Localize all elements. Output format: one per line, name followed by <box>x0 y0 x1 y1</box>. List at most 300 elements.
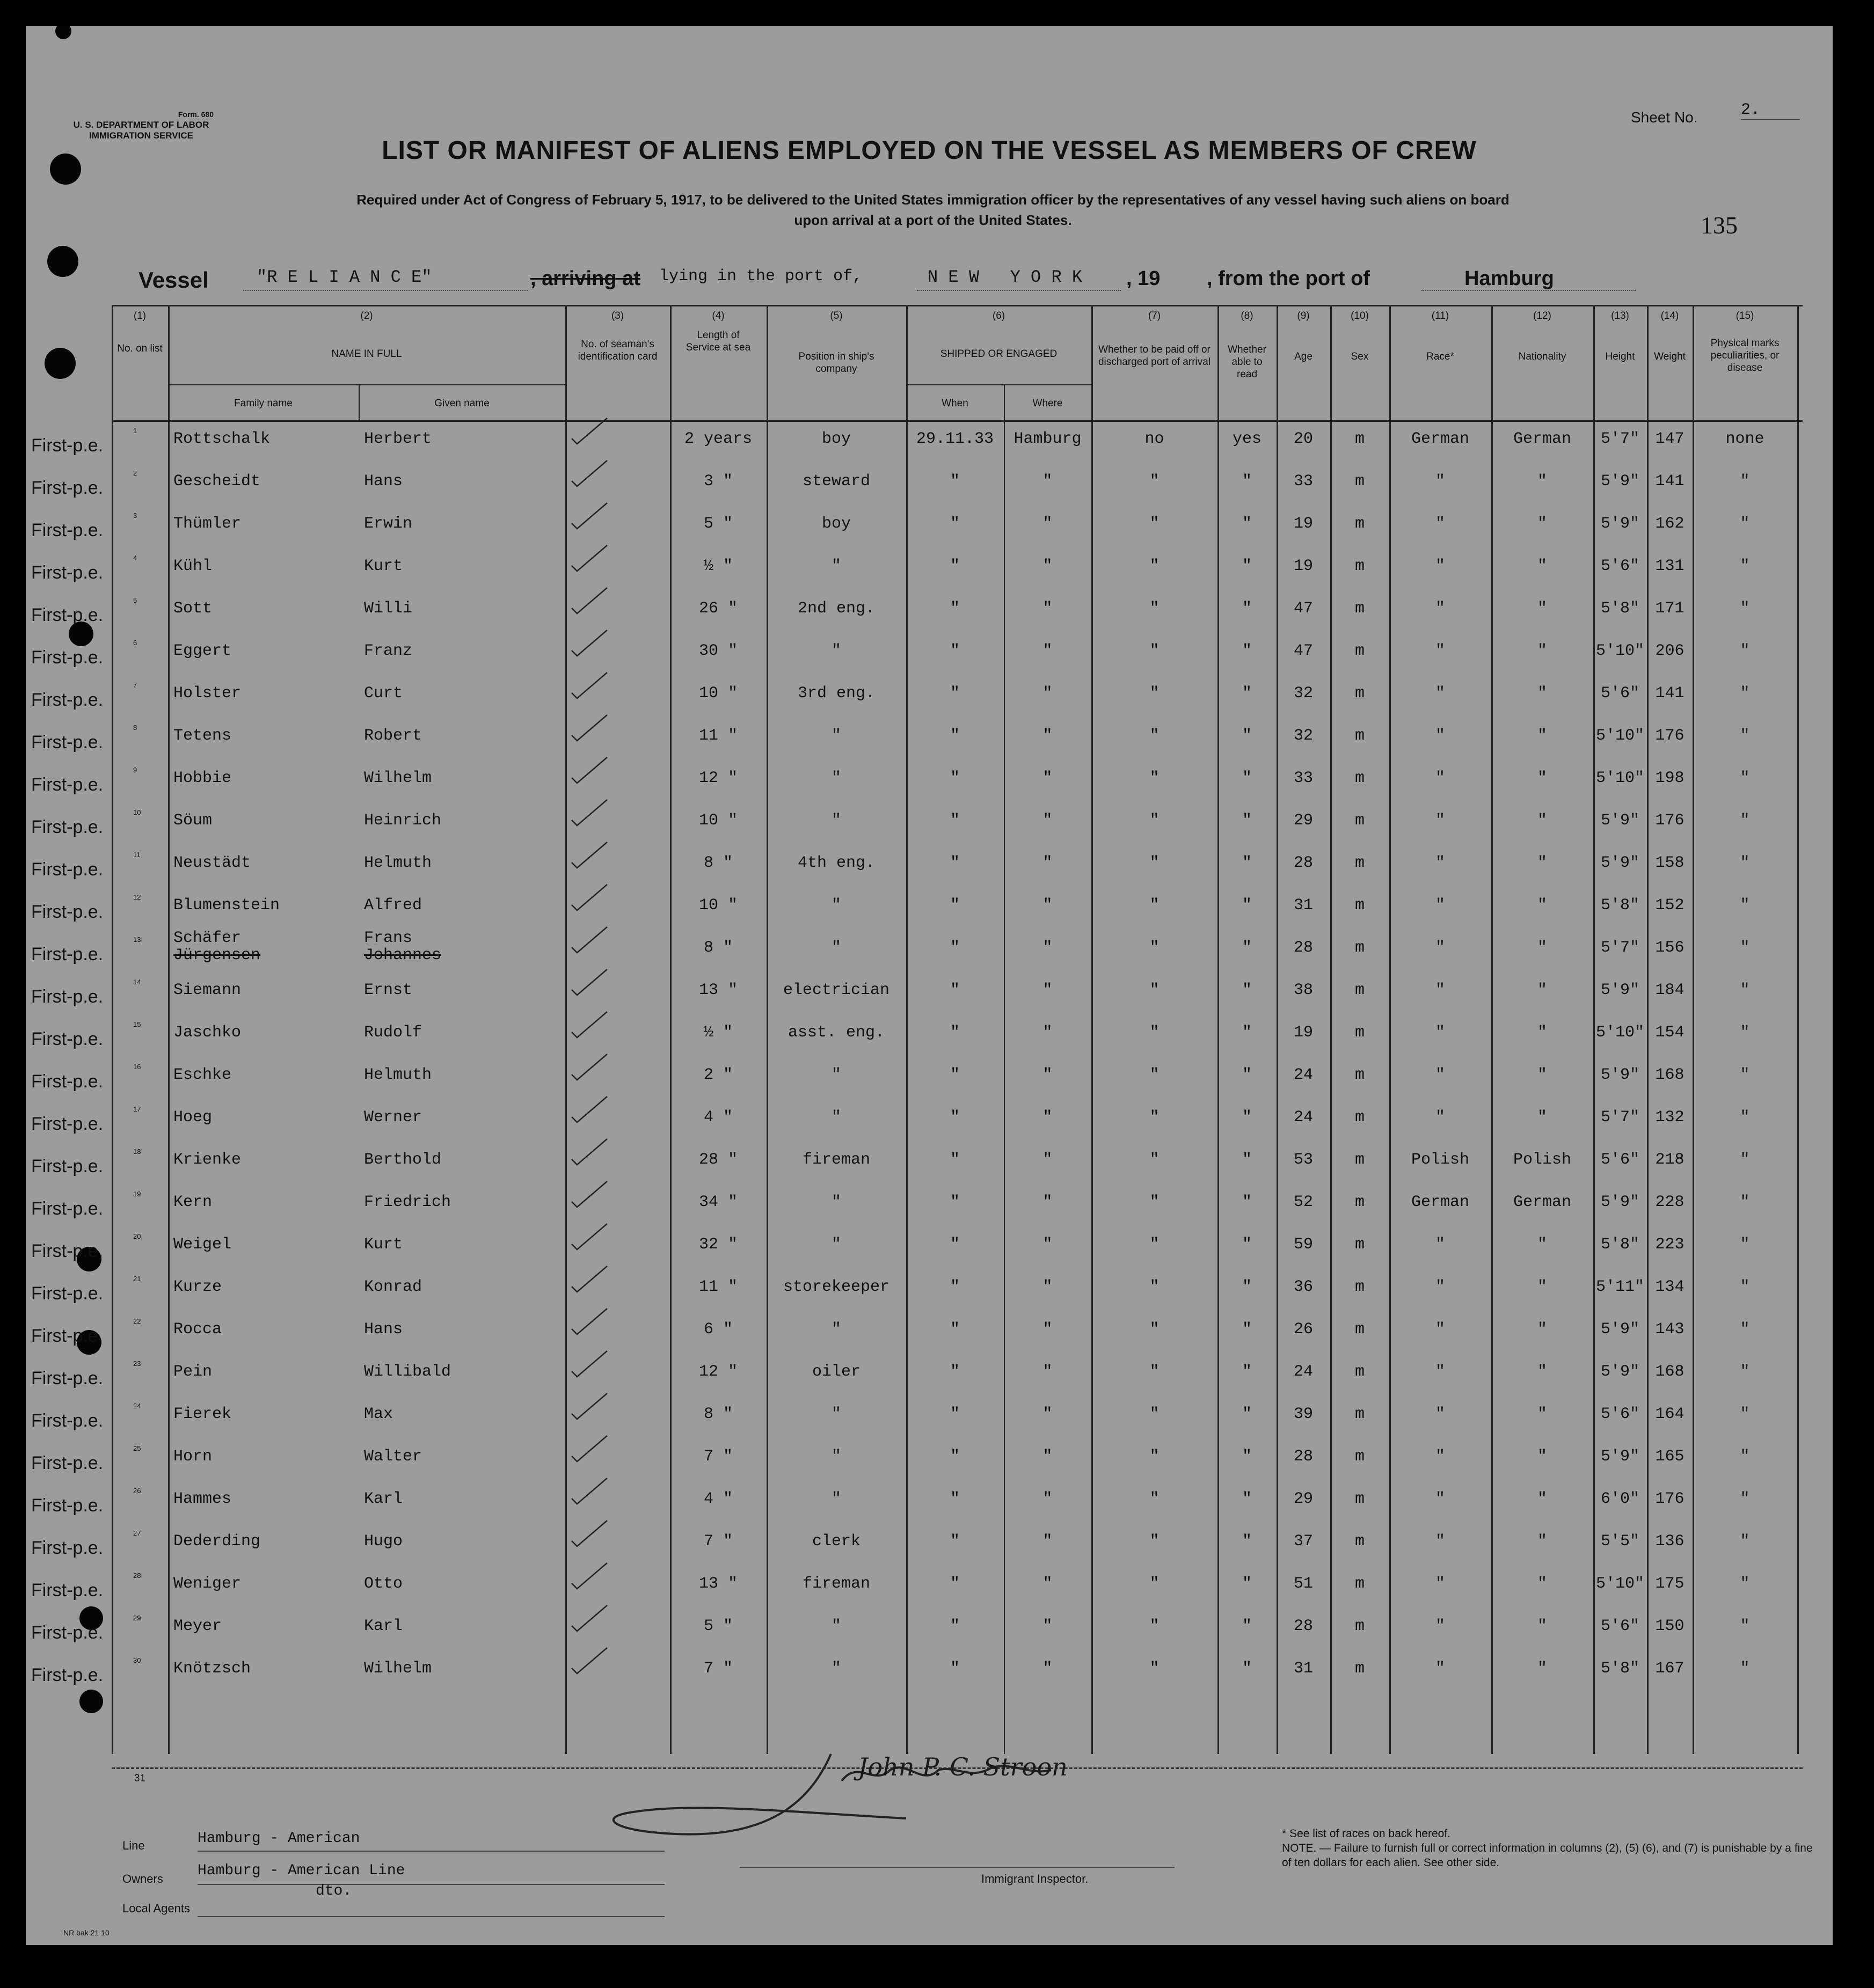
table-row <box>112 1528 1803 1562</box>
weight: 150 <box>1655 1617 1685 1635</box>
physical-marks: " <box>1740 1236 1750 1254</box>
service-length: 10 " <box>698 896 738 915</box>
service-length: 4 " <box>703 1490 733 1508</box>
margin-note: First-p.e. <box>31 732 104 752</box>
position: 3rd eng. <box>797 684 876 703</box>
physical-marks: " <box>1740 854 1750 872</box>
weight: 176 <box>1655 1490 1685 1508</box>
physical-marks: " <box>1740 515 1750 533</box>
table-row <box>112 1570 1803 1604</box>
able-to-read: " <box>1242 854 1252 872</box>
weight: 175 <box>1655 1575 1685 1593</box>
note-text: NOTE. — Failure to furnish full or correct information in columns (2), (5) (6), and (7) is punishable by a fine of ten dollars for each alien. See other side. <box>1282 1842 1813 1869</box>
row-number: 9 <box>133 766 137 774</box>
sex: m <box>1354 1575 1365 1593</box>
col-9-number: (9) <box>1297 310 1310 321</box>
given-name: Helmuth <box>364 854 432 872</box>
given-name: Hugo <box>364 1532 403 1551</box>
height: 5'10" <box>1595 1024 1644 1042</box>
family-name: Horn <box>173 1448 213 1466</box>
race: " <box>1435 727 1445 745</box>
shipped-where: " <box>1042 981 1053 999</box>
family-name: Weniger <box>173 1575 242 1593</box>
sex: m <box>1354 1617 1365 1635</box>
age: 26 <box>1293 1320 1313 1339</box>
sex: m <box>1354 1193 1365 1211</box>
form-number: Form. 680 <box>178 110 214 119</box>
position: " <box>831 1660 841 1678</box>
nationality: " <box>1537 812 1547 830</box>
position: " <box>831 812 841 830</box>
sex: m <box>1354 515 1365 533</box>
col-5-header: Position in ship's company <box>798 351 874 375</box>
row-number: 7 <box>133 681 137 689</box>
col-14-number: (14) <box>1660 310 1679 321</box>
owners-rule <box>198 1884 665 1885</box>
physical-marks: " <box>1740 727 1750 745</box>
position: asst. eng. <box>787 1024 885 1042</box>
sex: m <box>1354 769 1365 787</box>
position: " <box>831 1193 841 1211</box>
sex: m <box>1354 1236 1365 1254</box>
position: " <box>831 1108 841 1127</box>
given-name: Hans <box>364 472 403 491</box>
checkmark-icon <box>571 840 608 872</box>
paid-off: " <box>1149 472 1160 491</box>
race: " <box>1435 896 1445 915</box>
age: 31 <box>1293 896 1313 915</box>
position: electrician <box>783 981 890 999</box>
nationality: German <box>1513 430 1572 448</box>
table-row <box>112 1231 1803 1265</box>
race: " <box>1435 684 1445 703</box>
age: 24 <box>1293 1108 1313 1127</box>
weight: 164 <box>1655 1405 1685 1423</box>
age: 31 <box>1293 1660 1313 1678</box>
given-name: Heinrich <box>364 812 442 830</box>
row-number: 29 <box>133 1614 141 1622</box>
race: " <box>1435 515 1445 533</box>
inspector-label: Immigrant Inspector. <box>981 1872 1089 1885</box>
sex: m <box>1354 1151 1365 1169</box>
race: " <box>1435 769 1445 787</box>
race: " <box>1435 939 1445 957</box>
given-name: Herbert <box>364 430 432 448</box>
position: " <box>831 1405 841 1423</box>
service-length: 30 " <box>698 642 738 660</box>
age: 47 <box>1293 642 1313 660</box>
shipped-where: " <box>1042 1405 1053 1423</box>
row-number: 15 <box>133 1020 141 1028</box>
checkmark-icon <box>571 1391 608 1423</box>
table-top-rule <box>112 305 1803 306</box>
row-number: 19 <box>133 1190 141 1198</box>
able-to-read: " <box>1242 1151 1252 1169</box>
position: " <box>831 1236 841 1254</box>
race: " <box>1435 1660 1445 1678</box>
family-name: Söum <box>173 812 213 830</box>
age: 38 <box>1293 981 1313 999</box>
family-name: Kurze <box>173 1278 222 1296</box>
margin-note: First-p.e. <box>31 1495 104 1516</box>
race: " <box>1435 1024 1445 1042</box>
service-length: 2 " <box>703 1066 733 1084</box>
shipped-when: " <box>950 1532 960 1551</box>
nationality: " <box>1537 1278 1547 1296</box>
able-to-read: " <box>1242 1236 1252 1254</box>
age: 52 <box>1293 1193 1313 1211</box>
height: 5'9" <box>1600 472 1639 491</box>
physical-marks: " <box>1740 896 1750 915</box>
given-name: Rudolf <box>364 1024 422 1042</box>
nationality: " <box>1537 1448 1547 1466</box>
position: " <box>831 642 841 660</box>
shipped-where: " <box>1042 1448 1053 1466</box>
position: " <box>831 1066 841 1084</box>
table-row <box>112 1274 1803 1307</box>
table-row <box>112 1358 1803 1392</box>
shipped-where: " <box>1042 1193 1053 1211</box>
family-name: Eschke <box>173 1066 232 1084</box>
able-to-read: " <box>1242 812 1252 830</box>
shipped-when: " <box>950 515 960 533</box>
margin-note: First-p.e. <box>31 1029 104 1049</box>
race: " <box>1435 1575 1445 1593</box>
position: oiler <box>812 1363 861 1381</box>
paid-off: " <box>1149 1108 1160 1127</box>
shipped-where: Hamburg <box>1013 430 1082 448</box>
family-name: Gescheidt <box>173 472 261 491</box>
given-name: Robert <box>364 727 422 745</box>
age: 32 <box>1293 684 1313 703</box>
shipped-where: " <box>1042 1575 1053 1593</box>
nationality: " <box>1537 1236 1547 1254</box>
given-name: Helmuth <box>364 1066 432 1084</box>
height: 5'10" <box>1595 769 1644 787</box>
race: " <box>1435 854 1445 872</box>
paid-off: " <box>1149 1024 1160 1042</box>
nationality: " <box>1537 1532 1547 1551</box>
header-bottom-rule <box>112 420 1803 422</box>
punch-hole <box>79 1690 103 1713</box>
sex: m <box>1354 1024 1365 1042</box>
weight: 141 <box>1655 472 1685 491</box>
table-row <box>112 1316 1803 1350</box>
col-2-header: NAME IN FULL <box>331 348 402 360</box>
height: 5'8" <box>1600 1660 1639 1678</box>
given-name: Wilhelm <box>364 1660 432 1678</box>
shipped-when: " <box>950 1024 960 1042</box>
table-row <box>112 595 1803 629</box>
able-to-read: " <box>1242 1108 1252 1127</box>
col-8-number: (8) <box>1241 310 1253 321</box>
weight: 165 <box>1655 1448 1685 1466</box>
row-number: 22 <box>133 1317 141 1325</box>
inspector-signature <box>606 1738 1089 1872</box>
department: U. S. DEPARTMENT OF LABOR <box>73 120 209 130</box>
weight: 141 <box>1655 684 1685 703</box>
race: " <box>1435 1108 1445 1127</box>
row-number: 23 <box>133 1360 141 1368</box>
able-to-read: " <box>1242 939 1252 957</box>
paid-off: " <box>1149 1490 1160 1508</box>
service-length: 3 " <box>703 472 733 491</box>
able-to-read: " <box>1242 1405 1252 1423</box>
race: " <box>1435 1405 1445 1423</box>
able-to-read: " <box>1242 1448 1252 1466</box>
nationality: " <box>1537 727 1547 745</box>
margin-note: First-p.e. <box>31 817 104 837</box>
col-2-number: (2) <box>360 310 373 321</box>
nationality: " <box>1537 1066 1547 1084</box>
height: 5'6" <box>1600 1405 1639 1423</box>
agents-value: dto. <box>316 1883 352 1899</box>
position: fireman <box>802 1151 871 1169</box>
paid-off: " <box>1149 1236 1160 1254</box>
weight: 176 <box>1655 812 1685 830</box>
nationality: " <box>1537 769 1547 787</box>
row-number: 4 <box>133 554 137 562</box>
shipped-where: " <box>1042 1617 1053 1635</box>
weight: 218 <box>1655 1151 1685 1169</box>
col-2a-header: Family name <box>234 398 293 409</box>
col-6-number: (6) <box>992 310 1005 321</box>
physical-marks: " <box>1740 1024 1750 1042</box>
manifest-sheet <box>26 26 1833 1945</box>
vessel-port: N E W Y O R K <box>928 267 1083 287</box>
age: 36 <box>1293 1278 1313 1296</box>
service-length: 2 years <box>684 430 753 448</box>
paid-off: " <box>1149 515 1160 533</box>
age: 28 <box>1293 1448 1313 1466</box>
checkmark-icon <box>571 1561 608 1593</box>
position: " <box>831 1448 841 1466</box>
able-to-read: " <box>1242 1066 1252 1084</box>
shipped-when: " <box>950 1193 960 1211</box>
shipped-when: " <box>950 1575 960 1593</box>
table-row <box>112 1401 1803 1435</box>
shipped-where: " <box>1042 1363 1053 1381</box>
service-length: ½ " <box>703 557 733 575</box>
checkmark-icon <box>571 925 608 957</box>
margin-note: First-p.e. <box>31 1198 104 1219</box>
age: 29 <box>1293 812 1313 830</box>
able-to-read: " <box>1242 727 1252 745</box>
col-7-header: Whether to be paid off or discharged port of arrival <box>1098 344 1211 368</box>
margin-note: First-p.e. <box>31 1283 104 1304</box>
height: 5'9" <box>1600 1320 1639 1339</box>
margin-note: First-p.e. <box>31 1326 104 1346</box>
age: 39 <box>1293 1405 1313 1423</box>
margin-note: First-p.e. <box>31 774 104 795</box>
checkmark-icon <box>571 1476 608 1508</box>
paid-off: " <box>1149 939 1160 957</box>
position: " <box>831 557 841 575</box>
weight: 168 <box>1655 1066 1685 1084</box>
checkmark-icon <box>571 1518 608 1551</box>
service-length: 8 " <box>703 854 733 872</box>
paid-off: " <box>1149 1151 1160 1169</box>
col-2b-header: Given name <box>434 398 490 409</box>
col-10-number: (10) <box>1351 310 1369 321</box>
shipped-when: " <box>950 1278 960 1296</box>
race: " <box>1435 1363 1445 1381</box>
shipped-when: " <box>950 642 960 660</box>
checkmark-icon <box>571 458 608 491</box>
shipped-when: " <box>950 1363 960 1381</box>
table-row <box>112 977 1803 1011</box>
vessel-label: Vessel <box>138 267 209 293</box>
shipped-when: " <box>950 769 960 787</box>
checkmark-icon <box>571 1434 608 1466</box>
margin-note: First-p.e. <box>31 1622 104 1643</box>
weight: 156 <box>1655 939 1685 957</box>
paid-off: " <box>1149 812 1160 830</box>
margin-note: First-p.e. <box>31 647 104 668</box>
family-name: Sott <box>173 600 213 618</box>
checkmark-icon <box>571 543 608 575</box>
checkmark-icon <box>571 1137 608 1169</box>
sex: m <box>1354 1363 1365 1381</box>
shipped-where: " <box>1042 769 1053 787</box>
family-name: Hammes <box>173 1490 232 1508</box>
table-row <box>112 807 1803 841</box>
race: German <box>1411 430 1470 448</box>
row-number: 21 <box>133 1275 141 1283</box>
paid-off: " <box>1149 1320 1160 1339</box>
race: " <box>1435 472 1445 491</box>
shipped-where: " <box>1042 642 1053 660</box>
physical-marks: " <box>1740 600 1750 618</box>
able-to-read: " <box>1242 981 1252 999</box>
sex: m <box>1354 1278 1365 1296</box>
row-number: 12 <box>133 893 141 901</box>
port-dotline <box>917 290 1121 291</box>
col-11-number: (11) <box>1431 310 1449 321</box>
footer-note <box>1282 1826 1819 1870</box>
row-number: 1 <box>133 427 137 435</box>
able-to-read: " <box>1242 1660 1252 1678</box>
checkmark-icon <box>571 967 608 999</box>
position: steward <box>802 472 871 491</box>
table-row <box>112 553 1803 587</box>
vessel-dotline <box>243 290 528 291</box>
row-number: 6 <box>133 639 137 647</box>
subtitle-line-1: Required under Act of Congress of February 5, 1917, to be delivered to the United States immigration officer by the representatives of any vessel having such aliens on board <box>356 192 1510 208</box>
family-name: Kühl <box>173 557 213 575</box>
weight: 198 <box>1655 769 1685 787</box>
family-name: Hobbie <box>173 769 232 787</box>
shipped-when: " <box>950 727 960 745</box>
paid-off: no <box>1144 430 1164 448</box>
shipped-when: " <box>950 1405 960 1423</box>
family-name: Weigel <box>173 1236 232 1254</box>
name-subrule <box>168 384 565 385</box>
sex: m <box>1354 684 1365 703</box>
height: 6'0" <box>1600 1490 1639 1508</box>
table-row <box>112 638 1803 671</box>
shipped-where: " <box>1042 727 1053 745</box>
row-number: 10 <box>133 808 141 816</box>
shipped-when: " <box>950 557 960 575</box>
paid-off: " <box>1149 1448 1160 1466</box>
service-length: 13 " <box>698 1575 738 1593</box>
height: 5'10" <box>1595 642 1644 660</box>
shipped-when: " <box>950 1108 960 1127</box>
able-to-read: " <box>1242 1024 1252 1042</box>
able-to-read: " <box>1242 1617 1252 1635</box>
shipped-where: " <box>1042 472 1053 491</box>
given-name: Alfred <box>364 896 422 915</box>
line-rule <box>198 1851 665 1852</box>
given-name: Franz <box>364 642 413 660</box>
margin-note: First-p.e. <box>31 1580 104 1600</box>
given-name: Berthold <box>364 1151 442 1169</box>
col-1-number: (1) <box>133 310 147 321</box>
punch-hole <box>45 348 76 379</box>
family-name: Blumenstein <box>173 896 280 915</box>
table-row <box>112 1486 1803 1519</box>
physical-marks: " <box>1740 1151 1750 1169</box>
nationality: " <box>1537 1024 1547 1042</box>
nationality: German <box>1513 1193 1572 1211</box>
able-to-read: " <box>1242 1193 1252 1211</box>
struck-family-name: Jürgensen <box>173 946 261 964</box>
height: 5'10" <box>1595 1575 1644 1593</box>
race: " <box>1435 1278 1445 1296</box>
paid-off: " <box>1149 769 1160 787</box>
col-5-number: (5) <box>830 310 843 321</box>
paid-off: " <box>1149 557 1160 575</box>
margin-note: First-p.e. <box>31 690 104 710</box>
table-row <box>112 468 1803 502</box>
row-number: 27 <box>133 1529 141 1537</box>
height: 5'9" <box>1600 981 1639 999</box>
weight: 168 <box>1655 1363 1685 1381</box>
sex: m <box>1354 430 1365 448</box>
weight: 131 <box>1655 557 1685 575</box>
nationality: " <box>1537 1320 1547 1339</box>
age: 28 <box>1293 1617 1313 1635</box>
col-14-header: Weight <box>1654 351 1686 362</box>
sex: m <box>1354 1108 1365 1127</box>
service-length: 8 " <box>703 939 733 957</box>
weight: 162 <box>1655 515 1685 533</box>
checkmark-icon <box>571 1603 608 1635</box>
position: fireman <box>802 1575 871 1593</box>
given-name: Walter <box>364 1448 422 1466</box>
vessel-lying: lying in the port of, <box>659 267 863 286</box>
vessel-from-port: Hamburg <box>1464 267 1554 290</box>
margin-note: First-p.e. <box>31 435 104 456</box>
corner-code: NR bak 21 10 <box>63 1928 110 1937</box>
checkmark-icon <box>571 1010 608 1042</box>
row-number: 11 <box>133 851 141 859</box>
checkmark-icon <box>571 1222 608 1254</box>
height: 5'7" <box>1600 430 1639 448</box>
nationality: " <box>1537 854 1547 872</box>
col-7-number: (7) <box>1148 310 1161 321</box>
shipped-where: " <box>1042 1490 1053 1508</box>
shipped-where: " <box>1042 939 1053 957</box>
shipped-where: " <box>1042 812 1053 830</box>
physical-marks: " <box>1740 1575 1750 1593</box>
given-name: Hans <box>364 1320 403 1339</box>
nationality: " <box>1537 939 1547 957</box>
col-3-header: No. of seaman's identification card <box>578 339 658 362</box>
nationality: " <box>1537 1575 1547 1593</box>
race: Polish <box>1411 1151 1470 1169</box>
